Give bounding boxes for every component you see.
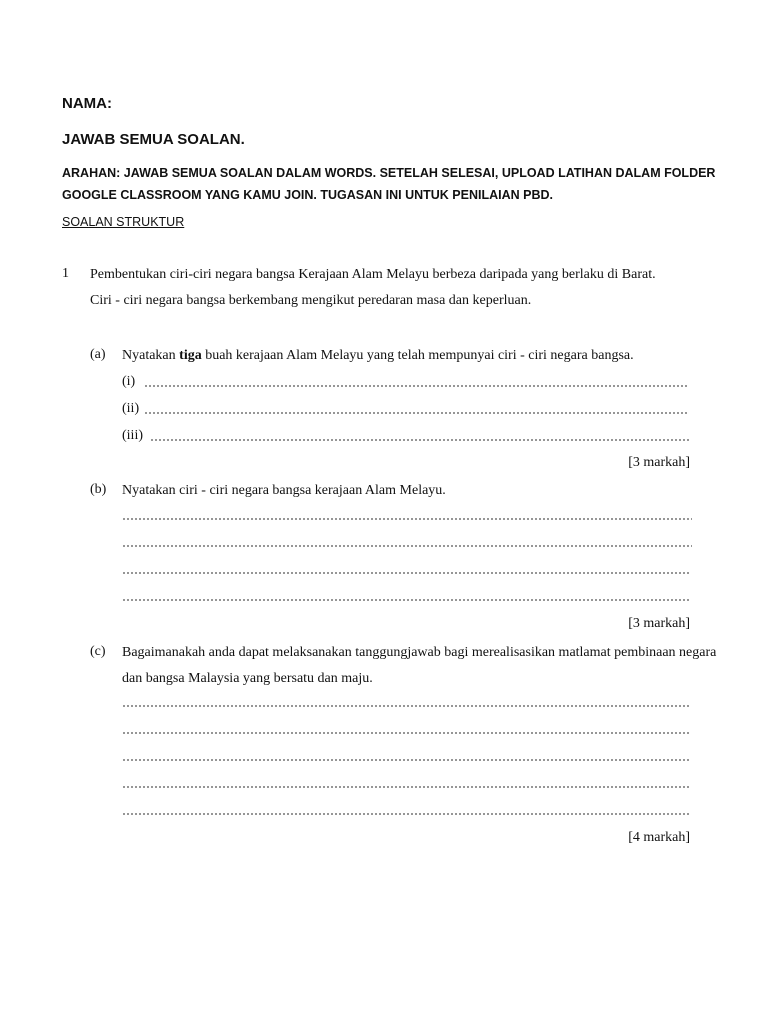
answer-line[interactable] [122,518,692,520]
answer-line[interactable] [144,412,689,414]
section-title: SOALAN STRUKTUR [62,215,185,229]
answer-item-label: (i) [122,374,136,389]
question-intro-line-2: Ciri - ciri negara bangsa berkembang mengikut peredaran masa dan keperluan. [90,293,532,308]
instruction-title: JAWAB SEMUA SOALAN. [62,131,245,148]
answer-line[interactable] [122,705,689,707]
part-b-question: Nyatakan ciri - ciri negara bangsa kerajaan Alam Melayu. [122,483,446,498]
part-a-label: (a) [90,347,106,362]
answer-line[interactable] [122,599,689,601]
question-intro-line-1: Pembentukan ciri-ciri negara bangsa Kerajaan Alam Melayu berbeza daripada yang berlaku di Barat. [90,267,656,282]
part-b-label: (b) [90,482,107,497]
question-number: 1 [62,266,69,281]
answer-item-label: (iii) [122,428,143,443]
part-a-marks: [3 markah] [628,455,690,470]
part-a-text-before: Nyatakan [122,348,180,363]
name-label: NAMA: [62,95,112,112]
answer-line[interactable] [122,732,689,734]
part-c-question: Bagaimanakah anda dapat melaksanakan tanggungjawab bagi merealisasikan matlamat pembinaan negara dan bangsa Malaysia yang bersatu dan maju. [122,645,717,686]
answer-line[interactable] [122,572,689,574]
answer-line[interactable] [122,545,692,547]
answer-line[interactable] [150,439,689,441]
part-a-question [122,343,722,369]
part-a-text-bold: tiga [179,348,202,363]
answer-line[interactable] [122,759,689,761]
answer-line[interactable] [144,385,689,387]
answer-line[interactable] [122,786,689,788]
directive-text: ARAHAN: JAWAB SEMUA SOALAN DALAM WORDS. SETELAH SELESAI, UPLOAD LATIHAN DALAM FOLDER GOOGLE CLASSROOM YANG KAMU JOIN. TUGASAN INI UNTUK PENILAIAN PBD. [62,166,716,202]
part-b-marks: [3 markah] [628,616,690,631]
part-c-marks: [4 markah] [628,830,690,845]
part-a-text-after: buah kerajaan Alam Melayu yang telah mempunyai ciri - ciri negara bangsa. [201,348,634,363]
part-c-label: (c) [90,644,106,659]
answer-line[interactable] [122,813,689,815]
answer-item-label: (ii) [122,401,140,416]
